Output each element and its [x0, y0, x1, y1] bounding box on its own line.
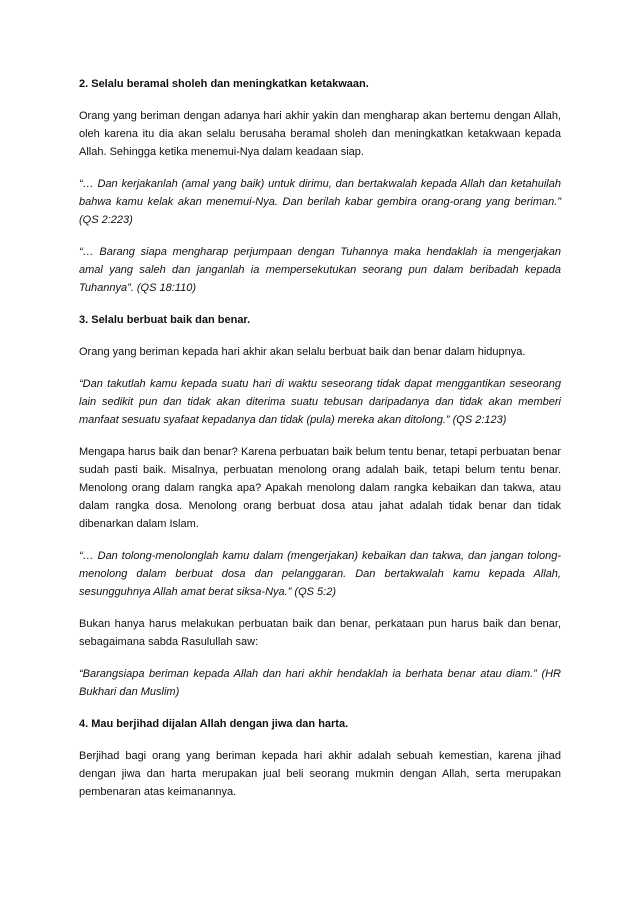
- section-3-quote-3: “Barangsiapa beriman kepada Allah dan hari akhir hendaklah ia berhata benar atau diam.” (HR Bukhari dan Muslim): [79, 668, 561, 698]
- section-3-paragraph-2: Mengapa harus baik dan benar? Karena perbuatan baik belum tentu benar, tetapi perbuatan benar sudah pasti baik. Misalnya, perbuatan menolong orang adalah baik, tetapi belum tentu benar. Menolong orang dalam rangka apa? Apakah menolong dalam rangka kebaikan dan takwa, atau dalam rangka dosa. Menolong orang berbuat dosa atau jahat adalah tidak benar dan tidak dibenarkan dalam Islam.: [79, 446, 561, 530]
- section-4-heading: 4. Mau berjihad dijalan Allah dengan jiwa dan harta.: [79, 718, 349, 730]
- section-3-heading: 3. Selalu berbuat baik dan benar.: [79, 314, 251, 326]
- section-3-quote-1: “Dan takutlah kamu kepada suatu hari di waktu seseorang tidak dapat menggantikan seseorang lain sedikit pun dan tidak akan diterima suatu tebusan daripadanya dan tidak akan memberi manfaat sesuatu syafaat kepadanya dan tidak (pula) mereka akan ditolong.” (QS 2:123): [79, 378, 561, 426]
- section-2-quote-1: “… Dan kerjakanlah (amal yang baik) untuk dirimu, dan bertakwalah kepada Allah dan ketahuilah bahwa kamu kelak akan menemui-Nya. Dan berilah kabar gembira orang-orang yang beriman.” (QS 2:223): [79, 178, 561, 226]
- section-2-heading: 2. Selalu beramal sholeh dan meningkatkan ketakwaan.: [79, 78, 369, 90]
- section-4-paragraph-1: Berjihad bagi orang yang beriman kepada hari akhir adalah sebuah kemestian, karena jihad dengan jiwa dan harta merupakan jual beli seorang mukmin dengan Allah, serta merupakan pembenaran atas keimanannya.: [79, 750, 561, 798]
- section-2-paragraph-1: Orang yang beriman dengan adanya hari akhir yakin dan mengharap akan bertemu dengan Allah, oleh karena itu dia akan selalu berusaha beramal sholeh dan meningkatkan ketakwaan kepada Allah. Sehingga ketika menemui-Nya dalam keadaan siap.: [79, 110, 561, 158]
- section-3-paragraph-3: Bukan hanya harus melakukan perbuatan baik dan benar, perkataan pun harus baik dan benar, sebagaimana sabda Rasulullah saw:: [79, 618, 561, 648]
- section-2-quote-2: “… Barang siapa mengharap perjumpaan dengan Tuhannya maka hendaklah ia mengerjakan amal yang saleh dan janganlah ia mempersekutukan seorang pun dalam beribadah kepada Tuhannya”. (QS 18:110): [79, 246, 561, 294]
- document-body: [79, 75, 561, 815]
- section-3-paragraph-1: Orang yang beriman kepada hari akhir akan selalu berbuat baik dan benar dalam hidupnya.: [79, 346, 526, 358]
- section-3-quote-2: “… Dan tolong-menolonglah kamu dalam (mengerjakan) kebaikan dan takwa, dan jangan tolong-menolong dalam berbuat dosa dan pelanggaran. Dan bertakwalah kamu kepada Allah, sesungguhnya Allah amat berat siksa-Nya.” (QS 5:2): [79, 550, 561, 598]
